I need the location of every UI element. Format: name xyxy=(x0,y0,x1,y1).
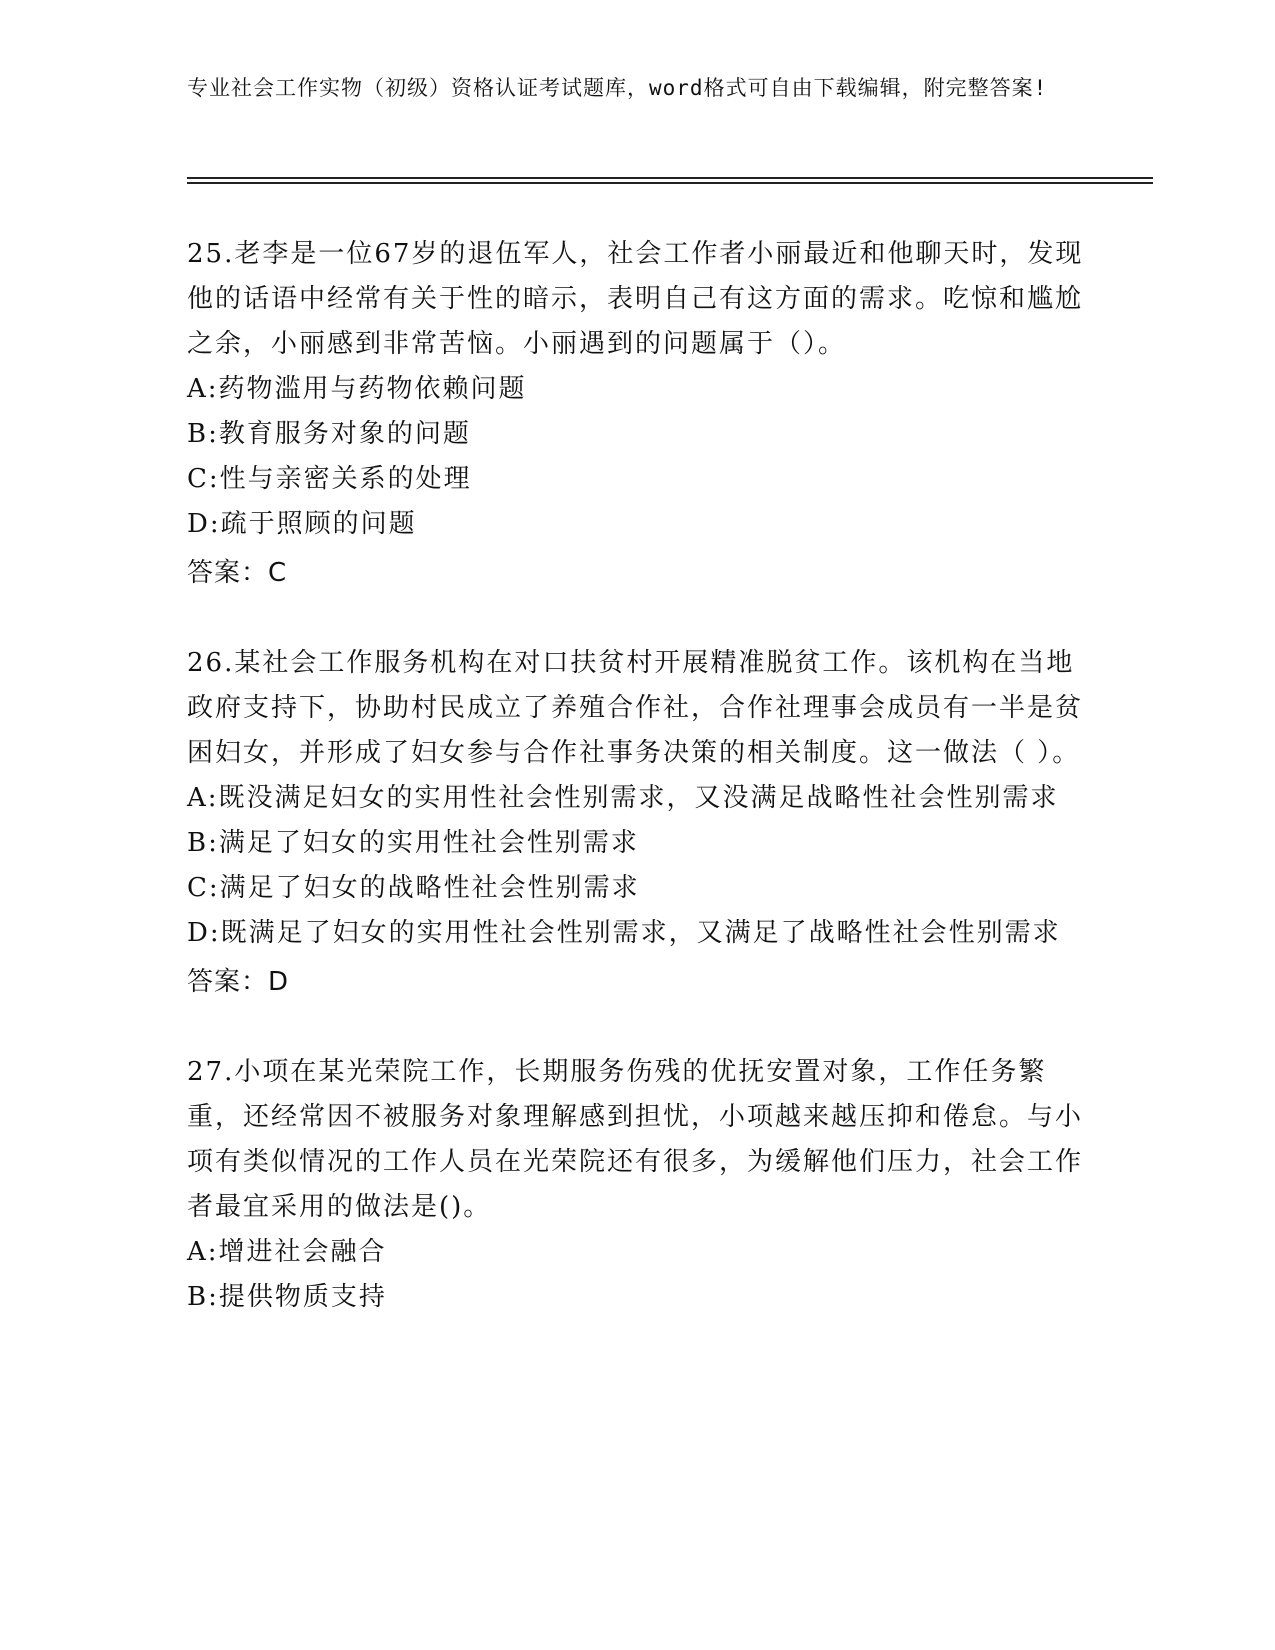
option-text: 满足了妇女的实用性社会性别需求 xyxy=(218,828,639,858)
header-divider-top xyxy=(187,177,1153,179)
header-divider-bottom xyxy=(187,182,1153,184)
option-list xyxy=(187,1230,1087,1320)
question-25 xyxy=(187,232,1087,597)
option-c xyxy=(187,866,1087,911)
question-stem: 26.某社会工作服务机构在对口扶贫村开展精准脱贫工作。该机构在当地政府支持下，协助村民成立了养殖合作社，合作社理事会成员有一半是贫困妇女，并形成了妇女参与合作社事务决策的相关制度。这一做法（ ）。 xyxy=(187,648,1084,768)
option-d xyxy=(187,502,1087,547)
option-c xyxy=(187,457,1087,502)
option-a xyxy=(187,1230,1087,1275)
question-list xyxy=(187,232,1087,1364)
option-text: 既满足了妇女的实用性社会性别需求，又满足了战略性社会性别需求 xyxy=(220,918,1061,948)
option-d xyxy=(187,911,1087,956)
option-letter: B: xyxy=(187,828,219,858)
option-text: 教育服务对象的问题 xyxy=(218,419,471,449)
option-letter: A: xyxy=(187,1237,219,1267)
answer-line: 答案：C xyxy=(187,558,288,588)
option-text: 增进社会融合 xyxy=(218,1237,387,1267)
option-b xyxy=(187,821,1087,866)
option-b xyxy=(187,412,1087,457)
option-letter: A: xyxy=(187,783,219,813)
option-text: 药物滥用与药物依赖问题 xyxy=(218,374,527,404)
option-text: 既没满足妇女的实用性社会性别需求，又没满足战略性社会性别需求 xyxy=(218,783,1059,813)
option-a xyxy=(187,367,1087,412)
question-26 xyxy=(187,641,1087,1006)
option-a xyxy=(187,776,1087,821)
question-27 xyxy=(187,1050,1087,1320)
question-stem: 25.老李是一位67岁的退伍军人，社会工作者小丽最近和他聊天时，发现他的话语中经常有关于性的暗示，表明自己有这方面的需求。吃惊和尴尬之余，小丽感到非常苦恼。小丽遇到的问题属于（）。 xyxy=(187,239,1084,359)
document-header-text: 专业社会工作实物（初级）资格认证考试题库，word格式可自由下载编辑，附完整答案! xyxy=(187,76,1048,100)
option-text: 疏于照顾的问题 xyxy=(220,509,417,539)
option-text: 满足了妇女的战略性社会性别需求 xyxy=(219,873,640,903)
option-list xyxy=(187,776,1087,956)
option-text: 提供物质支持 xyxy=(218,1282,387,1312)
option-b xyxy=(187,1275,1087,1320)
option-letter: B: xyxy=(187,1282,219,1312)
question-stem: 27.小项在某光荣院工作，长期服务伤残的优抚安置对象，工作任务繁重，还经常因不被服务对象理解感到担忧，小项越来越压抑和倦怠。与小项有类似情况的工作人员在光荣院还有很多，为缓解他们压力，社会工作者最宜采用的做法是()。 xyxy=(187,1057,1084,1222)
option-text: 性与亲密关系的处理 xyxy=(219,464,472,494)
option-letter: D: xyxy=(187,918,221,948)
option-letter: C: xyxy=(187,873,220,903)
answer-line: 答案：D xyxy=(187,967,290,997)
option-letter: B: xyxy=(187,419,219,449)
option-letter: C: xyxy=(187,464,220,494)
option-letter: D: xyxy=(187,509,221,539)
option-list xyxy=(187,367,1087,547)
option-letter: A: xyxy=(187,374,219,404)
